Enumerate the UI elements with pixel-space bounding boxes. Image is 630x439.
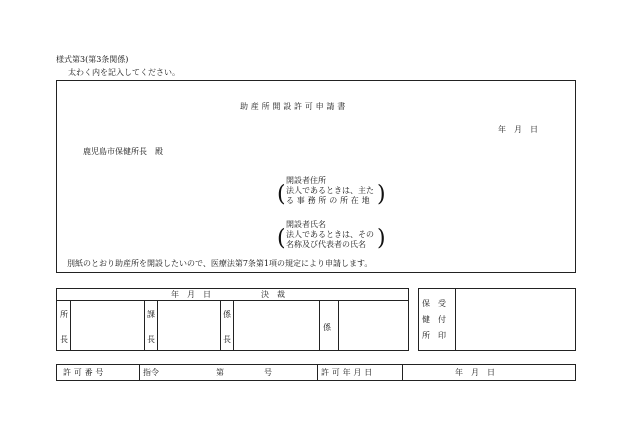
section-chief-seal-cell[interactable] (158, 301, 219, 350)
permit-date-label: 許可年月日 (321, 368, 375, 377)
permit-row (56, 364, 576, 381)
receipt-stamp-area[interactable] (456, 289, 575, 350)
right-bracket-icon: ) (377, 226, 386, 251)
application-date[interactable]: 年 月 日 (498, 125, 538, 134)
director-label-bottom: 長 (60, 335, 68, 344)
permit-date-value[interactable]: 年 月 日 (455, 368, 495, 377)
number-prefix: 第 (216, 368, 224, 377)
approval-table (56, 288, 409, 351)
applicant-address-note-1: 法人であるときは、主た (286, 186, 374, 195)
applicant-name-note-1: 法人であるときは、その (286, 230, 374, 239)
applicant-name-note-2: 名称及び代表者の氏名 (286, 240, 366, 249)
receipt-stamp-box (418, 288, 576, 351)
section-chief-label-bottom: 長 (147, 335, 155, 344)
application-statement: 別紙のとおり助産所を開設したいので、医療法第7条第1項の規定により申請します。 (67, 259, 373, 268)
director-label-top: 所 (60, 310, 68, 319)
receipt-label-line-1: 保 受 (422, 299, 446, 308)
staff-seal-cell[interactable] (339, 301, 408, 350)
unit-chief-label-top: 係 (223, 310, 231, 319)
form-number: 様式第3(第3条関係) (56, 55, 129, 64)
left-bracket-icon: ( (277, 226, 286, 251)
instruction-text: 太わく内を記入してください。 (68, 68, 180, 77)
approval-date-heading: 年 月 日 (171, 290, 211, 299)
addressee: 鹿児島市保健所長 殿 (83, 147, 163, 156)
unit-chief-label-bottom: 長 (223, 335, 231, 344)
staff-label: 係 (323, 323, 331, 332)
application-box (56, 80, 576, 273)
applicant-address-label: 開設者住所 (286, 176, 326, 185)
unit-chief-seal-cell[interactable] (234, 301, 318, 350)
receipt-label-line-2: 健 付 (422, 315, 446, 324)
receipt-label-line-3: 所 印 (422, 331, 446, 340)
applicant-name-label: 開設者氏名 (286, 220, 326, 229)
director-seal-cell[interactable] (71, 301, 143, 350)
directive-label: 指令 (143, 368, 159, 377)
decision-heading: 決 裁 (261, 290, 285, 299)
applicant-address-note-2: る事務所の所在地 (286, 196, 373, 205)
form-title: 助産所開設許可申請書 (240, 102, 348, 111)
right-bracket-icon: ) (377, 182, 386, 207)
section-chief-label-top: 課 (147, 310, 155, 319)
permit-number-label: 許可番号 (63, 368, 107, 377)
left-bracket-icon: ( (277, 182, 286, 207)
number-suffix: 号 (264, 368, 272, 377)
